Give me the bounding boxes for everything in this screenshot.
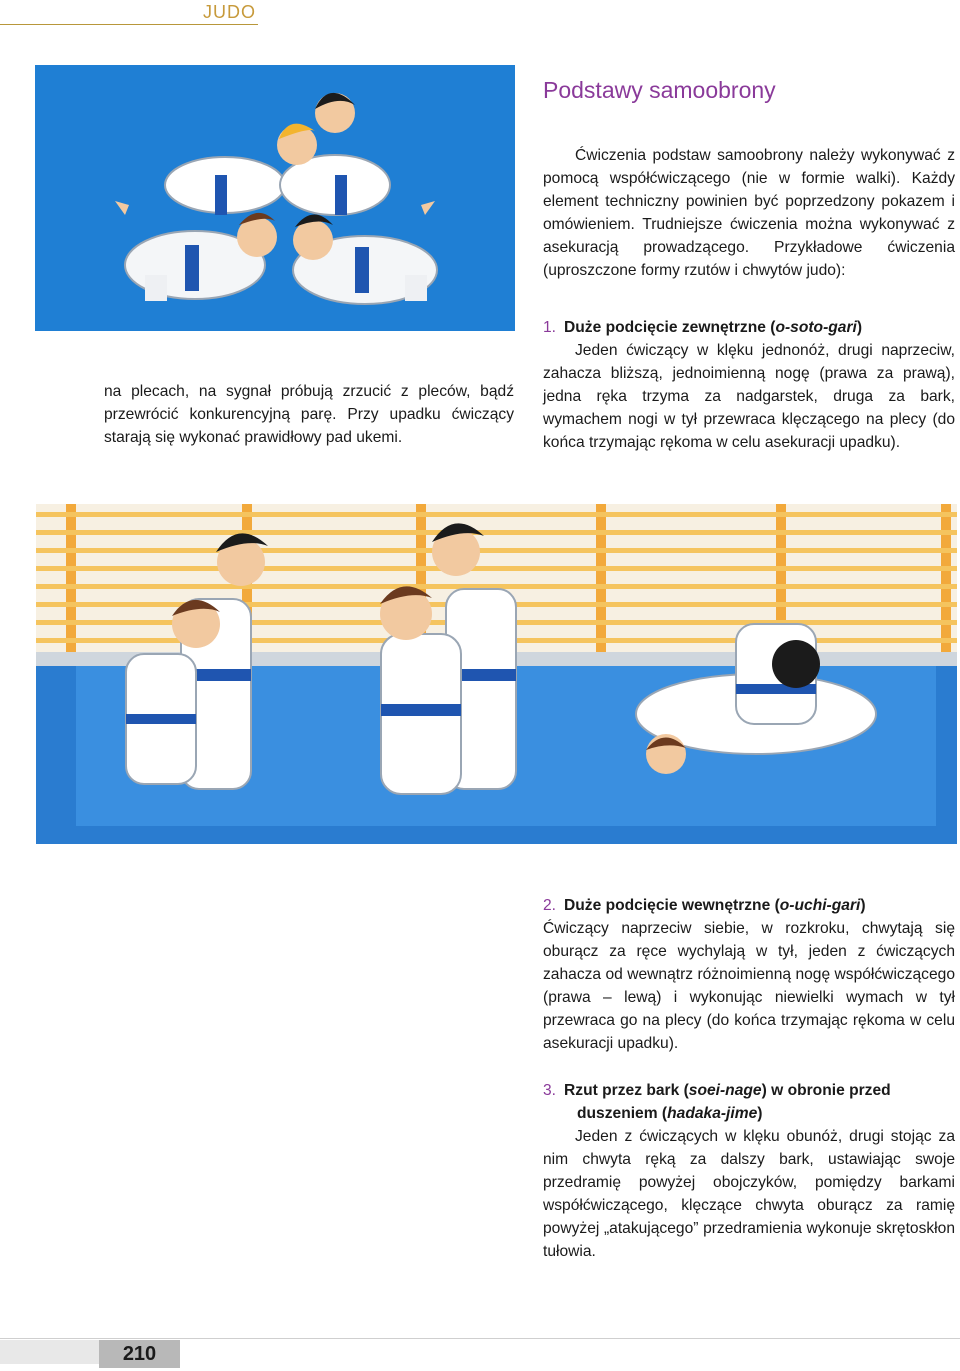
exercise-3-title-cont: duszeniem ( — [577, 1105, 668, 1122]
illustration-gym-throws — [36, 504, 957, 844]
illustration-caption: na plecach, na sygnał próbują zrzucić z pleców, bądź przewrócić konkurencyjną parę. Przy upadku ćwiczący starają się wykonać prawidłowy pad ukemi. — [104, 382, 514, 446]
exercise-1-description: Jeden ćwiczący w klęku jednonóż, drugi naprzeciw, zahacza bliższą, jednoimienną nogę (prawa za prawą), jedna ręka trzyma za nadgarstek, druga za bark, wymachem nogi w tył przewraca klęczącego na plecy (do końca trzymając rękoma w celu asekuracji upadku). — [543, 342, 955, 451]
footer-band — [0, 1340, 100, 1364]
page-number: 210 — [99, 1340, 180, 1368]
exercise-1-term: o-soto-gari — [775, 319, 857, 336]
exercise-3-term-2: hadaka-jime — [667, 1105, 758, 1122]
exercise-2-number: 2. — [543, 897, 557, 914]
exercise-2-description: Ćwiczący naprzeciw siebie, w rozkroku, chwytają się oburącz za ręce wychylają w tył, jeden z ćwiczących zahacza od wewnątrz różnoimienną nogę współćwiczącego (prawa – lewą) i wykonując niewielki wymach w tył przewraca go na plecy (do końca trzymając rękoma w celu asekuracji upadku). — [543, 920, 955, 1052]
exercise-3-number: 3. — [543, 1082, 557, 1099]
running-header — [0, 0, 258, 25]
exercise-1-title: Duże podcięcie zewnętrzne ( — [564, 319, 776, 336]
exercise-3-heading-cont — [543, 1102, 955, 1125]
exercise-3-term: soei-nage — [688, 1082, 762, 1099]
exercise-1-number: 1. — [543, 319, 557, 336]
footer-rule — [0, 1338, 960, 1339]
section-title: Podstawy samoobrony — [543, 77, 776, 104]
exercise-2-heading — [543, 894, 955, 917]
exercise-3-title-mid: ) w obronie przed — [761, 1082, 891, 1099]
exercise-3-title: Rzut przez bark ( — [564, 1082, 689, 1099]
intro-paragraph: Ćwiczenia podstaw samoobrony należy wykonywać z pomocą współćwiczącego (nie w formie walki). Każdy element techniczny powinien być poprzedzony pokazem i omówieniem. Trudniejsze ćwiczenia można wykonywać z asekuracją prowadzącego. Przykładowe ćwiczenia (uproszczone formy rzutów i chwytów judo): — [543, 146, 955, 279]
exercise-2-title: Duże podcięcie wewnętrzne ( — [564, 897, 780, 914]
exercise-3 — [543, 1079, 955, 1263]
exercise-1-heading — [543, 316, 955, 339]
exercise-1 — [543, 316, 955, 454]
illustration-pair-fight — [35, 65, 515, 331]
illustration-pair-fight-drawing — [35, 65, 515, 331]
exercise-1-title-end: ) — [856, 319, 863, 336]
exercise-2 — [543, 894, 955, 1055]
exercise-2-term: o-uchi-gari — [779, 897, 861, 914]
exercise-2-title-end: ) — [860, 897, 866, 914]
exercise-3-heading — [543, 1079, 955, 1102]
exercise-3-description: Jeden z ćwiczących w klęku obunóż, drugi stojąc za nim chwyta ręką za dalszy bark, ustawiając swoje przedramię powyżej obojczyków, pomiędzy barkami współćwiczącego, klęczące chwyta oburącz za ramię powyżej „atakującego” przedramienia wykonuje skrętoskłon tułowia. — [543, 1128, 955, 1260]
header-section-label: JUDO — [203, 2, 256, 22]
illustration-gym-throws-drawing — [36, 504, 957, 844]
exercise-3-title-end: ) — [757, 1105, 763, 1122]
